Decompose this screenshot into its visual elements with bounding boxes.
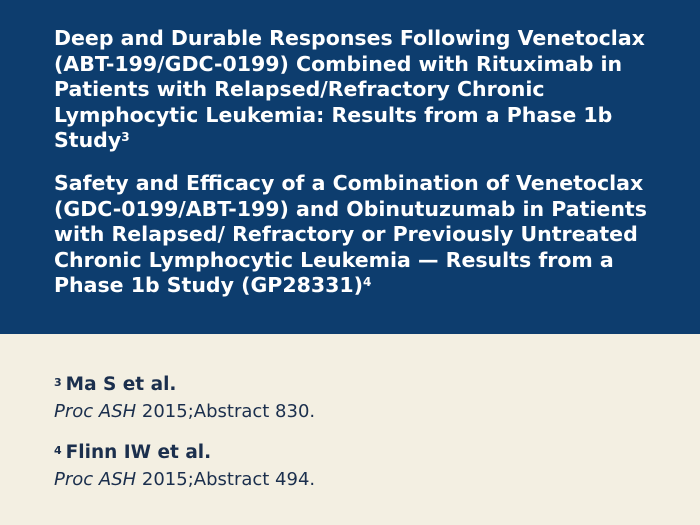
study-title-2 bbox=[54, 171, 674, 299]
study-title-2-text: Safety and Efficacy of a Combination of Venetoclax (GDC-0199/ABT-199) and Obinutuzumab in Patients with Relapsed/ Refractory or Previously Untreated Chronic Lymphocytic Leukemia — Results from a Phase 1b Study (GP28331) bbox=[54, 171, 647, 298]
reference-4-authors: Flinn IW et al. bbox=[65, 442, 212, 463]
reference-3-authors-line bbox=[54, 373, 654, 397]
study-title-1-footnote: 3 bbox=[121, 130, 130, 145]
reference-4-authors-line bbox=[54, 441, 654, 465]
reference-4 bbox=[54, 441, 654, 492]
study-title-1 bbox=[54, 26, 674, 154]
reference-4-source bbox=[54, 468, 654, 492]
reference-3-source bbox=[54, 400, 654, 424]
reference-3-authors: Ma S et al. bbox=[65, 374, 177, 395]
reference-4-number: 4 bbox=[54, 444, 62, 457]
reference-3 bbox=[54, 373, 654, 424]
study-title-2-footnote: 4 bbox=[363, 275, 372, 290]
references-panel bbox=[0, 334, 700, 525]
reference-4-citation: 2015;Abstract 494. bbox=[141, 469, 316, 490]
reference-3-number: 3 bbox=[54, 376, 62, 389]
reference-3-journal: Proc ASH bbox=[54, 401, 137, 422]
study-title-1-text: Deep and Durable Responses Following Venetoclax (ABT-199/GDC-0199) Combined with Rituximab in Patients with Relapsed/Refractory Chronic Lymphocytic Leukemia: Results from a Phase 1b Study bbox=[54, 26, 645, 153]
reference-3-citation: 2015;Abstract 830. bbox=[141, 401, 316, 422]
reference-4-journal: Proc ASH bbox=[54, 469, 137, 490]
